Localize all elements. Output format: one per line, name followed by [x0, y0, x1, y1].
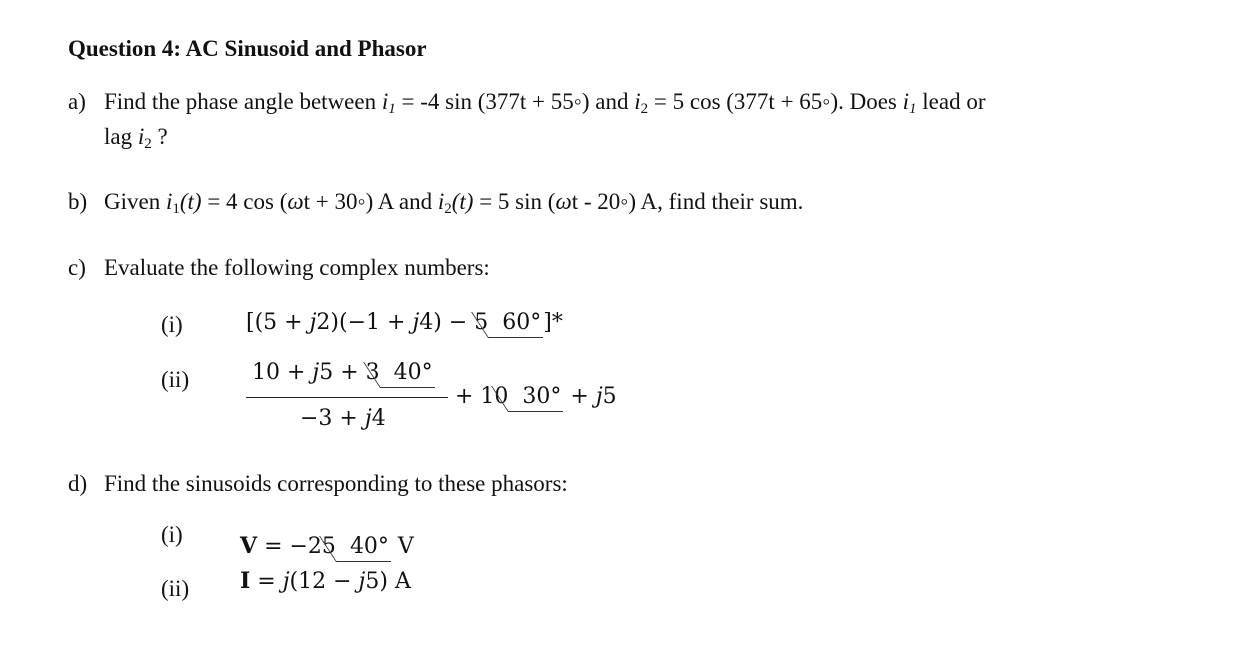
part-d-label: d): [68, 471, 88, 496]
angle-symbol: 30°: [508, 384, 563, 409]
part-c-i-expression: [(5 + j2)(−1 + j4) − 5 60°]*: [246, 310, 563, 335]
part-c-ii-denominator: −3 + j4: [300, 406, 386, 431]
angle-symbol: 60°: [488, 310, 543, 335]
angle-symbol: 40°: [380, 360, 435, 385]
part-d-ii-label: (ii): [161, 576, 190, 601]
part-b-label: b): [68, 189, 88, 214]
part-c-ii-tail: + 10 30° + j5: [455, 384, 617, 409]
part-d-i-expression: V = −25 40° V: [240, 533, 414, 559]
page-title: Question 4: AC Sinusoid and Phasor: [68, 36, 427, 61]
part-c-i-label: (i): [161, 312, 183, 337]
part-a-line-1: Find the phase angle between $i_1 = -4$ sin (377t + 55◦) and $i_2 = 5$ cos (377t + 65◦). Does $i_1$ lead or: [104, 89, 986, 117]
part-d-i-label: (i): [161, 522, 183, 547]
part-c-ii-numerator: 10 + j5 + 3 40°: [252, 360, 433, 385]
part-a-line-2: lag $i_2$ ?: [104, 124, 168, 152]
part-d-ii-expression: I = j(12 − j5) A: [240, 568, 411, 594]
part-b-line: Given $i_1(t) = 4$ cos (ωt + 30◦) A and $i_2(t) = 5$ sin (ωt - 20◦) A, find their sum.: [104, 189, 804, 217]
fraction-bar: [246, 397, 448, 398]
part-c-label: c): [68, 255, 86, 280]
part-d-text: Find the sinusoids corresponding to these phasors:: [104, 471, 568, 496]
part-a-label: a): [68, 89, 86, 114]
part-c-ii-label: (ii): [161, 367, 190, 392]
part-c-text: Evaluate the following complex numbers:: [104, 255, 490, 280]
angle-symbol: 40°: [336, 534, 391, 559]
